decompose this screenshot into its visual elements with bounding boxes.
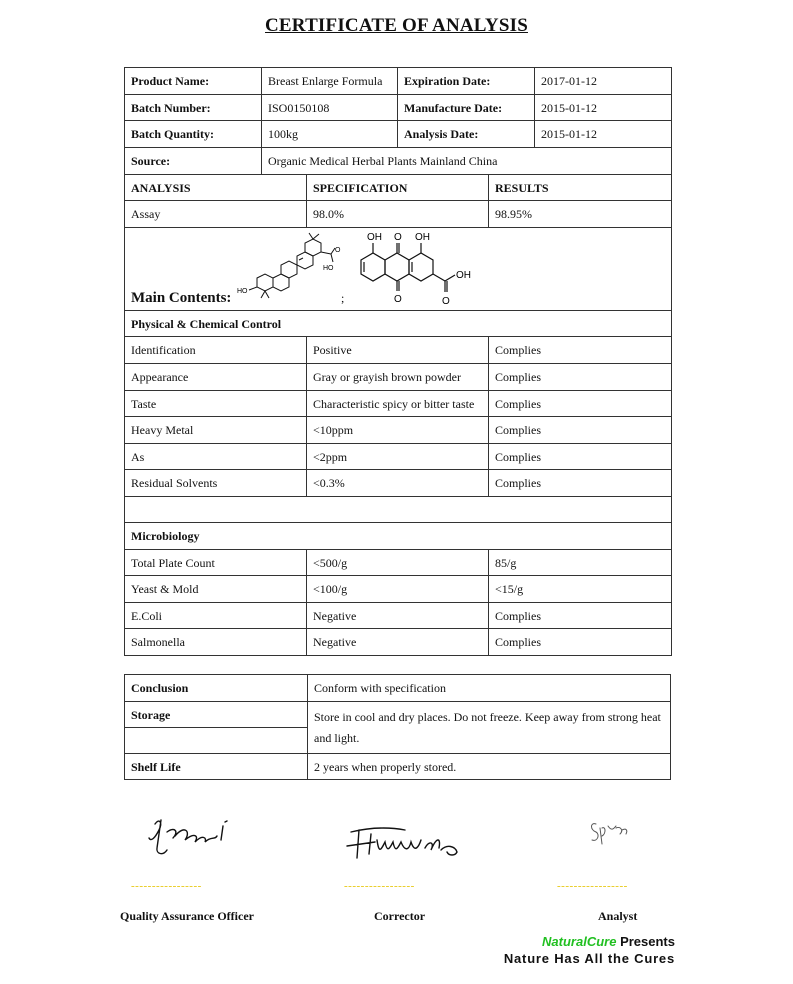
ho-label: HO (323, 265, 334, 272)
signature-corrector (345, 820, 465, 862)
batch-quantity-value: 100kg (262, 121, 398, 148)
physical-section-title: Physical & Chemical Control (125, 311, 672, 337)
main-contents-cell (125, 228, 672, 311)
shelf-life-label: Shelf Life (125, 754, 308, 780)
o-label: O (394, 232, 402, 243)
table-row (125, 550, 672, 576)
table-row (125, 470, 672, 497)
storage-spacer (125, 728, 308, 754)
table-row (125, 391, 672, 417)
row-name: Yeast & Mold (125, 576, 307, 603)
oh-label: OH (456, 270, 471, 281)
batch-number-label: Batch Number: (125, 95, 262, 121)
signature-qa-officer (145, 812, 240, 860)
table-row (125, 337, 672, 364)
anthraquinone-structure-icon (353, 230, 481, 308)
source-value: Organic Medical Herbal Plants Mainland China (262, 148, 672, 175)
signature-analyst (588, 818, 632, 848)
storage-value: Store in cool and dry places. Do not freeze. Keep away from strong heat and light. (308, 702, 671, 754)
col-header-specification: SPECIFICATION (307, 175, 489, 201)
conclusion-value: Conform with specification (308, 675, 671, 702)
row-result: Complies (489, 364, 672, 391)
brand-name: NaturalCure (542, 934, 617, 949)
row-spec: <0.3% (307, 470, 489, 497)
brand-block (504, 933, 675, 967)
assay-spec: 98.0% (307, 201, 489, 228)
signature-line: ----------------- (557, 880, 628, 892)
analysis-date-value: 2015-01-12 (535, 121, 672, 148)
product-name-label: Product Name: (125, 68, 262, 95)
row-spec: <500/g (307, 550, 489, 576)
oh-label: OH (367, 232, 382, 243)
row-result: Complies (489, 417, 672, 444)
conclusion-label: Conclusion (125, 675, 308, 702)
role-qa-officer: Quality Assurance Officer (120, 909, 254, 923)
row-result: Complies (489, 603, 672, 629)
product-name-value: Breast Enlarge Formula (262, 68, 398, 95)
table-row (125, 201, 672, 228)
batch-quantity-label: Batch Quantity: (125, 121, 262, 148)
row-result: Complies (489, 470, 672, 497)
manufacture-label: Manufacture Date: (398, 95, 535, 121)
ho-label: HO (237, 288, 248, 295)
row-result: Complies (489, 337, 672, 364)
role-analyst: Analyst (598, 909, 638, 923)
o-label: O (335, 247, 341, 254)
batch-number-value: ISO0150108 (262, 95, 398, 121)
table-row (125, 444, 672, 470)
storage-label: Storage (125, 702, 308, 728)
source-label: Source: (125, 148, 262, 175)
row-result: <15/g (489, 576, 672, 603)
role-corrector: Corrector (374, 909, 426, 923)
table-row (125, 629, 672, 656)
col-header-results: RESULTS (489, 175, 672, 201)
assay-result: 98.95% (489, 201, 672, 228)
row-result: Complies (489, 391, 672, 417)
oh-label: OH (415, 232, 430, 243)
row-spec: <100/g (307, 576, 489, 603)
table-row (125, 603, 672, 629)
row-name: Taste (125, 391, 307, 417)
expiration-label: Expiration Date: (398, 68, 535, 95)
row-spec: <10ppm (307, 417, 489, 444)
row-spec: Positive (307, 337, 489, 364)
row-spec: Negative (307, 603, 489, 629)
row-name: Total Plate Count (125, 550, 307, 576)
analysis-date-label: Analysis Date: (398, 121, 535, 148)
spacer-row (125, 497, 672, 523)
row-name: As (125, 444, 307, 470)
table-row (125, 417, 672, 444)
row-name: Residual Solvents (125, 470, 307, 497)
shelf-life-value: 2 years when properly stored. (308, 754, 671, 780)
row-name: E.Coli (125, 603, 307, 629)
o-label: O (442, 296, 450, 307)
row-name: Identification (125, 337, 307, 364)
row-result: Complies (489, 444, 672, 470)
document-title: CERTIFICATE OF ANALYSIS (265, 15, 528, 36)
analysis-table (124, 174, 672, 656)
assay-name: Assay (125, 201, 307, 228)
row-name: Salmonella (125, 629, 307, 656)
row-spec: Negative (307, 629, 489, 656)
signature-line: ----------------- (131, 880, 202, 892)
manufacture-value: 2015-01-12 (535, 95, 672, 121)
row-name: Heavy Metal (125, 417, 307, 444)
o-label: O (394, 294, 402, 305)
row-result: Complies (489, 629, 672, 656)
expiration-value: 2017-01-12 (535, 68, 672, 95)
row-spec: <2ppm (307, 444, 489, 470)
col-header-analysis: ANALYSIS (125, 175, 307, 201)
main-contents-separator: ; (341, 291, 345, 305)
micro-section-title: Microbiology (125, 523, 672, 550)
row-spec: Characteristic spicy or bitter taste (307, 391, 489, 417)
row-result: 85/g (489, 550, 672, 576)
table-row (125, 576, 672, 603)
brand-presents: Presents (616, 934, 675, 949)
table-row (125, 364, 672, 391)
brand-tagline: Nature Has All the Cures (503, 951, 675, 966)
row-spec: Gray or grayish brown powder (307, 364, 489, 391)
row-name: Appearance (125, 364, 307, 391)
summary-table (124, 674, 671, 780)
main-contents-label: Main Contents: (131, 290, 232, 306)
triterpenoid-structure-icon (235, 230, 347, 308)
header-table (124, 67, 672, 175)
signature-line: ----------------- (344, 880, 415, 892)
